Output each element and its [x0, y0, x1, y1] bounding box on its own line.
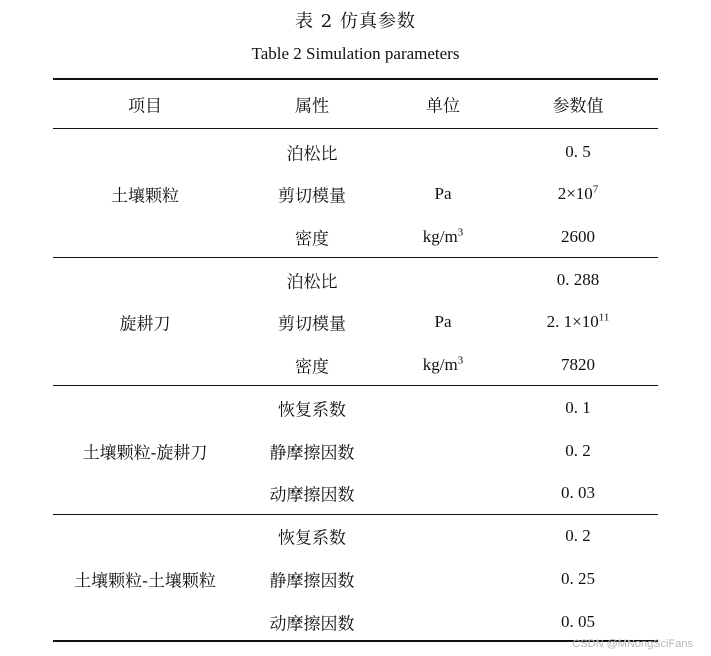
group-item-label: 土壤颗粒-旋耕刀 [82, 443, 208, 464]
row-property: 动摩擦因数 [269, 614, 355, 635]
row-value: 0. 5 [565, 142, 591, 161]
row-property: 密度 [295, 229, 329, 250]
row-value: 0. 2 [565, 526, 591, 545]
row-unit: Pa [434, 184, 452, 203]
table-caption-chinese: 表 2 仿真参数 [295, 11, 416, 32]
group-item-label: 土壤颗粒 [111, 186, 179, 207]
row-unit: Pa [434, 312, 452, 331]
header-value: 参数值 [552, 96, 604, 117]
row-unit: $kg/m^3$ [422, 354, 464, 374]
group-item-label: 旋耕刀 [119, 314, 171, 335]
row-value: 0. 03 [561, 483, 595, 502]
group-rule [53, 257, 658, 258]
row-property: 静摩擦因数 [269, 443, 355, 464]
table-caption-english: Table 2 Simulation parameters [251, 44, 460, 63]
row-value: 0. 288 [556, 270, 600, 289]
group-item-label: 土壤颗粒-土壤颗粒 [74, 571, 216, 592]
row-value: 2600 [561, 227, 595, 246]
table-bottom-rule [53, 640, 658, 642]
row-property: 泊松比 [286, 272, 338, 293]
row-value: 0. 2 [565, 441, 591, 460]
row-property: 恢复系数 [278, 400, 346, 421]
row-property: 剪切模量 [278, 186, 346, 207]
group-rule [53, 514, 658, 515]
row-value: 0. 1 [565, 398, 591, 417]
row-property: 恢复系数 [278, 528, 346, 549]
header-unit: 单位 [426, 96, 460, 117]
row-value: 0. 25 [561, 569, 595, 588]
watermark: CSDN @MNongSciFans [572, 638, 693, 650]
group-rule [53, 385, 658, 386]
row-property: 密度 [295, 357, 329, 378]
header-property: 属性 [295, 96, 329, 117]
header-item: 项目 [128, 96, 162, 117]
header-rule [53, 128, 658, 129]
row-property: 动摩擦因数 [269, 485, 355, 506]
row-value: $2\times 10^7$ [557, 183, 599, 203]
row-value: 0. 05 [561, 612, 595, 631]
row-unit: $kg/m^3$ [422, 226, 464, 246]
row-value: 2. $1\times 10^{11}$ [546, 311, 610, 331]
table-top-rule [53, 78, 658, 80]
row-value: 7820 [561, 355, 595, 374]
row-property: 泊松比 [286, 144, 338, 165]
row-property: 静摩擦因数 [269, 571, 355, 592]
row-property: 剪切模量 [278, 314, 346, 335]
